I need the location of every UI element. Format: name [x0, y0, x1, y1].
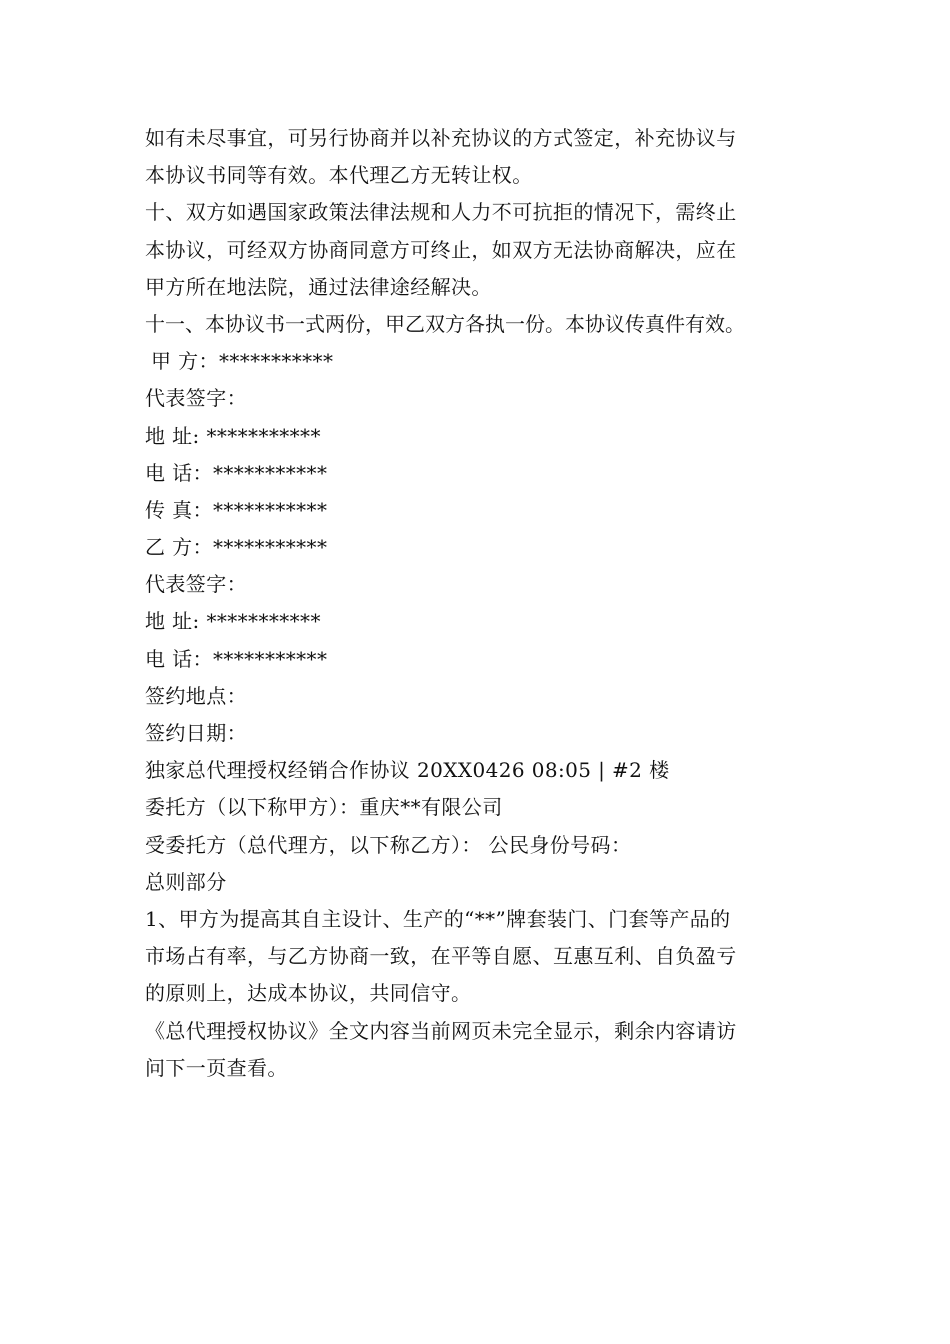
section-heading: 总则部分: [145, 869, 227, 894]
text-line: 的原则上，达成本协议，共同信守。: [145, 981, 472, 1006]
text-line: 问下一页查看。: [145, 1055, 288, 1080]
agent-line: 受委托方（总代理方，以下称乙方）： 公民身份号码：: [145, 832, 632, 857]
phone-line: 电 话：***********: [145, 460, 328, 485]
agreement-title-line: 独家总代理授权经销合作协议 20XX0426 08:05 | #2 楼: [145, 758, 670, 783]
signature-line: 代表签字：: [145, 386, 247, 411]
text-line: 本协议，可经双方协商同意方可终止，如双方无法协商解决，应在: [145, 237, 737, 262]
text-line: 甲方所在地法院，通过法律途经解决。: [145, 274, 492, 299]
address-line: 地 址: ***********: [145, 609, 321, 634]
text-line: 十、双方如遇国家政策法律法规和人力不可抗拒的情况下，需终止: [145, 200, 737, 225]
signing-date-line: 签约日期：: [145, 721, 247, 745]
text-line: 本协议书同等有效。本代理乙方无转让权。: [145, 163, 533, 188]
principal-line: 委托方（以下称甲方）：重庆**有限公司: [145, 795, 503, 820]
fax-line: 传 真：***********: [145, 497, 328, 522]
text-line: 十一、本协议书一式两份，甲乙双方各执一份。本协议传真件有效。: [145, 311, 745, 336]
party-b-line: 乙 方：***********: [145, 535, 328, 560]
phone-line: 电 话：***********: [145, 646, 328, 671]
address-line: 地 址: ***********: [145, 423, 321, 448]
signature-line: 代表签字：: [145, 572, 247, 597]
document-body: [145, 120, 845, 1087]
party-a-line: 甲 方：***********: [151, 349, 334, 374]
text-line: 1、甲方为提高其自主设计、生产的“**”牌套装门、门套等产品的: [145, 906, 731, 931]
text-line: 如有未尽事宜，可另行协商并以补充协议的方式签定，补充协议与: [145, 126, 737, 150]
signing-place-line: 签约地点：: [145, 683, 247, 708]
text-line: 《总代理授权协议》全文内容当前网页未完全显示，剩余内容请访: [145, 1018, 737, 1043]
text-line: 市场占有率，与乙方协商一致，在平等自愿、互惠互利、自负盈亏: [145, 944, 737, 969]
